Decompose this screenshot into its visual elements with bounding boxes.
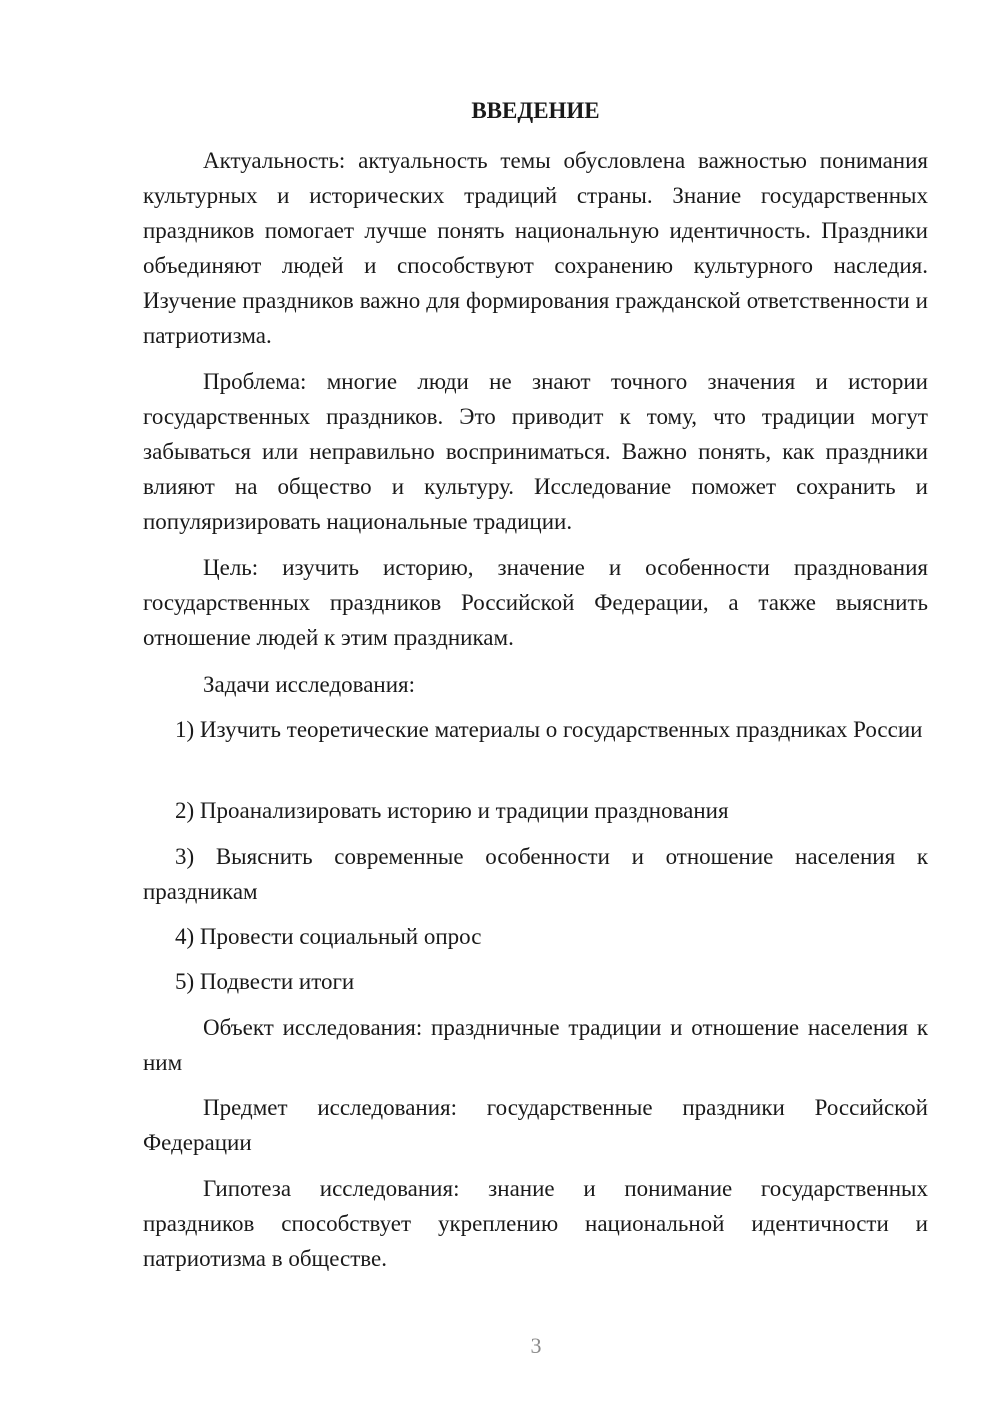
list-item: 4) Провести социальный опрос <box>175 924 482 949</box>
problem-paragraph-block <box>143 364 928 539</box>
tasks-heading-block <box>143 667 928 702</box>
object-paragraph: Объект исследования: праздничные традиции и отношение населения к ним <box>143 1015 928 1075</box>
subject-paragraph-block <box>143 1090 928 1160</box>
task-item-5-block <box>143 964 928 999</box>
list-item: 2) Проанализировать историю и традиции празднования <box>175 798 729 823</box>
relevance-paragraph: Актуальность: актуальность темы обусловлена важностью понимания культурных и исторических традиций страны. Знание государственных праздников помогает лучше понять национальную идентичность. Праздники объединяют людей и способствуют сохранению культурного наследия. Изучение праздников важно для формирования гражданской ответственности и патриотизма. <box>143 148 928 348</box>
page-title: ВВЕДЕНИЕ <box>471 98 600 123</box>
task-item-3-block <box>143 839 928 909</box>
hypothesis-paragraph: Гипотеза исследования: знание и понимание государственных праздников способствует укреплению национальной идентичности и патриотизма в обществе. <box>143 1176 928 1271</box>
goal-paragraph-block <box>143 550 928 655</box>
page-number: 3 <box>530 1333 542 1358</box>
task-item-2-block <box>143 793 928 828</box>
hypothesis-paragraph-block <box>143 1171 928 1276</box>
tasks-heading: Задачи исследования: <box>203 672 416 697</box>
subject-paragraph: Предмет исследования: государственные праздники Российской Федерации <box>143 1095 928 1155</box>
list-item: 3) Выяснить современные особенности и отношение населения к праздникам <box>143 844 928 904</box>
task-item-1-block <box>143 712 928 747</box>
object-paragraph-block <box>143 1010 928 1080</box>
relevance-paragraph-block <box>143 143 928 353</box>
goal-paragraph: Цель: изучить историю, значение и особенности празднования государственных праздников Российской Федерации, а также выяснить отношение людей к этим праздникам. <box>143 555 928 650</box>
problem-paragraph: Проблема: многие люди не знают точного значения и истории государственных праздников. Это приводит к тому, что традиции могут забываться или неправильно восприниматься. Важно понять, как праздники влияют на общество и культуру. Исследование поможет сохранить и популяризировать национальные традиции. <box>143 369 928 534</box>
list-item: 5) Подвести итоги <box>175 969 355 994</box>
task-item-4-block <box>143 919 928 954</box>
list-item: 1) Изучить теоретические материалы о государственных праздниках России <box>175 717 923 742</box>
